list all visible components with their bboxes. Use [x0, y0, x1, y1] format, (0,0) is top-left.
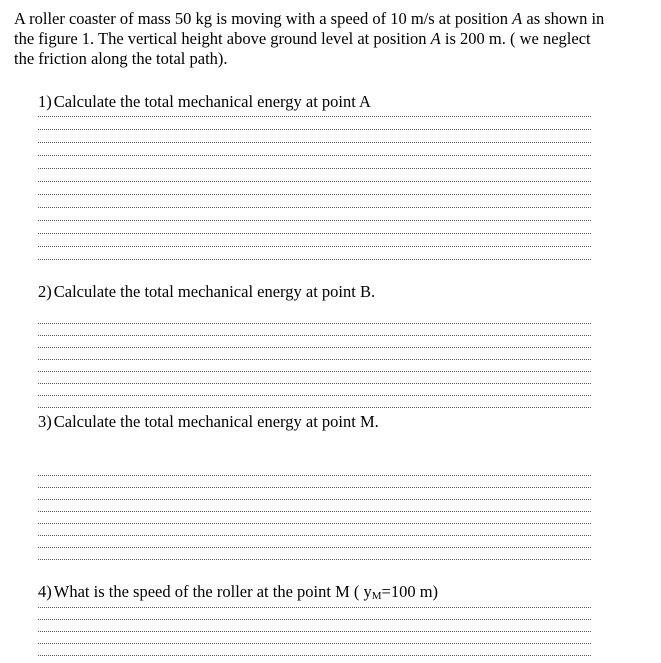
intro-point-a-2: A — [430, 29, 441, 48]
answer-line — [38, 407, 591, 408]
answer-line — [38, 259, 591, 260]
answer-line — [38, 181, 591, 182]
answer-line — [38, 631, 591, 632]
question-2 — [38, 282, 375, 302]
answer-line — [38, 619, 591, 620]
question-3-text: Calculate the total mechanical energy at point M. — [53, 412, 379, 431]
answer-line — [38, 323, 591, 324]
answer-line — [38, 475, 591, 476]
answer-line — [38, 116, 591, 117]
answer-line — [38, 643, 591, 644]
intro-text-3: is 200 m. ( we neglect the friction along the total path). — [14, 29, 591, 68]
answer-line — [38, 129, 591, 130]
intro-text-1: A roller coaster of mass 50 kg is moving with a speed of 10 m/s at position — [14, 9, 513, 28]
answer-line — [38, 359, 591, 360]
answer-line — [38, 547, 591, 548]
answer-line — [38, 194, 591, 195]
answer-line — [38, 395, 591, 396]
answer-line — [38, 487, 591, 488]
question-2-text: Calculate the total mechanical energy at point B. — [53, 282, 376, 301]
answer-line — [38, 559, 591, 560]
question-3-number: 3) — [38, 412, 52, 431]
question-3 — [38, 412, 379, 432]
answer-line — [38, 142, 591, 143]
answer-line — [38, 511, 591, 512]
answer-line — [38, 233, 591, 234]
answer-line — [38, 607, 591, 608]
intro-text-2: as shown in the figure 1. The vertical height above ground level at position — [14, 9, 605, 48]
answer-line — [38, 168, 591, 169]
answer-line — [38, 523, 591, 524]
problem-statement — [14, 9, 614, 69]
answer-line — [38, 155, 591, 156]
question-4-number: 4) — [38, 582, 52, 601]
question-4-subscript: M — [371, 590, 382, 602]
question-1 — [38, 92, 371, 112]
question-4 — [38, 582, 438, 606]
answer-line — [38, 371, 591, 372]
question-2-number: 2) — [38, 282, 52, 301]
question-4-text: What is the speed of the roller at the point M ( y — [53, 582, 372, 601]
answer-line — [38, 246, 591, 247]
answer-line — [38, 499, 591, 500]
answer-line — [38, 335, 591, 336]
answer-line — [38, 383, 591, 384]
answer-line — [38, 655, 591, 656]
answer-line — [38, 535, 591, 536]
answer-line — [38, 347, 591, 348]
answer-line — [38, 220, 591, 221]
question-1-text: Calculate the total mechanical energy at point A — [53, 92, 371, 111]
question-1-number: 1) — [38, 92, 52, 111]
intro-point-a-1: A — [512, 9, 523, 28]
answer-line — [38, 207, 591, 208]
question-4-tail: =100 m) — [381, 582, 439, 601]
